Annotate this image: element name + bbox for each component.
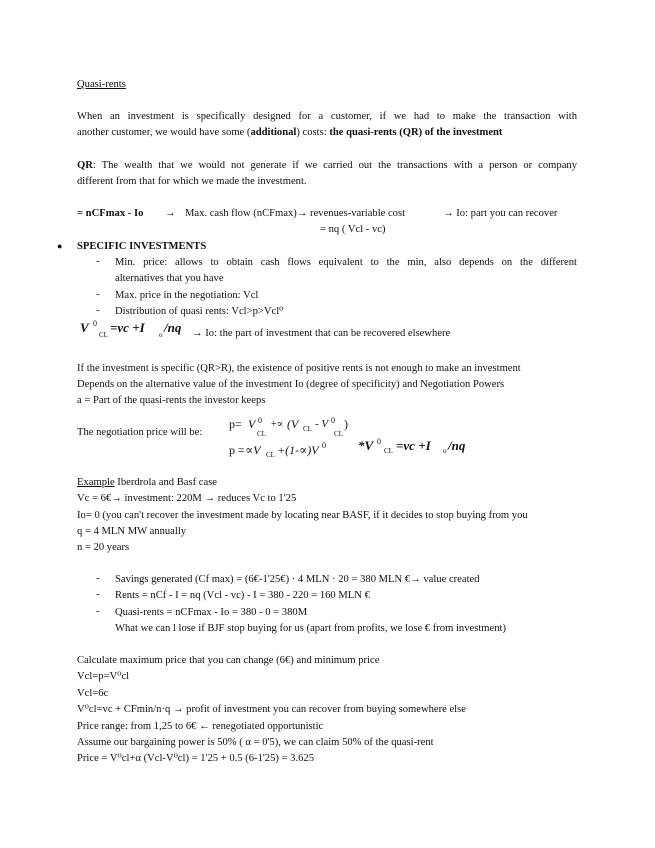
example-line-1: Vc = 6€→ investment: 220M → reduces Vc to 1'25: [77, 493, 297, 504]
bullet-icon: ●: [57, 241, 63, 251]
intro-line-2: another customer, we would have some (additional) costs: the quasi-rents (QR) of the investment: [77, 127, 503, 138]
io-formula-caption: → Io: the part of investment that can be recovered elsewhere: [192, 328, 451, 339]
list-item-quasi-rents-cont: What we can l lose if BJF stop buying for us (apart from profits, we lose € from investment): [115, 623, 507, 634]
list-item-savings: Savings generated (Cf max) = (6€-1'25€) · 4 MLN · 20 = 380 MLN €→ value created: [115, 574, 480, 585]
dash-marker: -: [96, 589, 100, 600]
final-line-1: Calculate maximum price that you can change (6€) and minimum price: [77, 655, 380, 666]
final-line-2: Vcl=p=V⁰cl: [77, 671, 130, 682]
final-line-7: Price = V⁰cl+α (Vcl-V⁰cl) = 1'25 + 0.5 (6-1'25) = 3.625: [77, 753, 315, 764]
final-line-5: Price range: from 1,25 to 6€ ← renegotiated opportunistic: [77, 721, 324, 732]
qr-definition-line-2: different from that for which we made the investment.: [77, 176, 307, 187]
example-line-4: n = 20 years: [77, 542, 130, 553]
specific-para-line-3: a = Part of the quasi-rents the investor keeps: [77, 395, 266, 406]
list-item-distribution: Distribution of quasi rents: Vcl>p>Vcl⁰: [115, 306, 284, 317]
specific-para-line-1: If the investment is specific (QR>R), the existence of positive rents is not enough to make an investment: [77, 363, 521, 374]
qr-formula: = nCFmax - Io: [77, 208, 144, 219]
nq-formula: = nq ( Vcl - vc): [320, 224, 386, 235]
specific-investments-heading: SPECIFIC INVESTMENTS: [77, 241, 207, 252]
dash-marker: -: [96, 573, 100, 584]
formula-arrow: →: [165, 208, 176, 219]
qr-definition-line-1: QR: The wealth that we would not generate if we carried out the transactions with a person or company: [77, 160, 577, 171]
list-item-max-price: Max. price in the negotiation: Vcl: [115, 290, 259, 301]
specific-para-line-2: Depends on the alternative value of the investment Io (degree of specificity) and Negotiation Powers: [77, 379, 505, 390]
negotiation-label: The negotiation price will be:: [77, 427, 203, 438]
dash-marker: -: [96, 256, 100, 267]
intro-line-1: When an investment is specifically designed for a customer, if we had to make the transaction with: [77, 111, 577, 122]
example-line-3: q = 4 MLN MW annually: [77, 526, 187, 537]
dash-marker: -: [96, 305, 100, 316]
example-title: Example Iberdrola and Basf case: [77, 477, 218, 488]
max-cash-flow-text: Max. cash flow (nCFmax)→ revenues-variable cost: [185, 208, 406, 219]
example-line-2: Io= 0 (you can't recover the investment made by locating near BASF, if it decides to stop buying from you: [77, 510, 528, 521]
dash-marker: -: [96, 606, 100, 617]
dash-marker: -: [96, 289, 100, 300]
list-item-quasi-rents: Quasi-rents = nCFmax - Io = 380 - 0 = 380M: [115, 607, 308, 618]
final-line-3: Vcl=6c: [77, 688, 109, 699]
section-title: Quasi-rents: [77, 79, 126, 90]
list-item-min-price: Min. price: allows to obtain cash flows equivalent to the min, also depends on the different: [115, 257, 577, 268]
final-line-6: Assume our bargaining power is 50% ( α = 0'5), we can claim 50% of the quasi-rent: [77, 737, 434, 748]
document-page: Quasi-rents When an investment is specifically designed for a customer, if we had to make the transaction with another customer, we would have some (additional) costs: the quasi-rents (QR) of the investment QR: The wealth that we would not generate if we carried out the transactions with a person or company different from that for which we made the investment. = nCFmax - Io → Max. cash flow (nCFmax)→ revenues-variable cost → Io: part you can recover = nq ( Vcl - vc) ● SPECIFIC INVESTMENTS - Min. price: allows to obtain cash flows equivalent to the min, also depends on the different alternatives that you have - Max. price in the negotiation: Vcl - Distribution of quasi rents: Vcl>p>Vcl⁰ V 0 CL =vc +I o /nq → Io: the part of investment that can be recovered elsewhere If the investment is specific (QR>R), the existence of positive rents is not enough to make an investment Depends on the alternative value of the investment Io (degree of specificity) and Negotiation Powers a = Part of the quasi-rents the investor keeps The negotiation price will be: p= V 0 CL +∝ (V CL - V 0 CL ) p =∝V CL +(1-∝)V 0 *V 0 CL =vc +I o /nq Example Iberdrola and Basf case Vc = 6€→ investment: 220M → reduces Vc to 1'25 Io= 0 (you can't recover the investment made by locating near BASF, if it decides to stop buying from you q = 4 MLN MW annually n = 20 years - Savings generated (Cf max) = (6€-1'25€) · 4 MLN · 20 = 380 MLN €→ value created - Rents = nCf - I = nq (Vcl - vc) - I = 380 - 220 = 160 MLN € - Quasi-rents = nCFmax - Io = 380 - 0 = 380M What we can l lose if BJF stop buying for us (apart from profits, we lose € from investment) Calculate maximum price that you can change (6€) and minimum price Vcl=p=V⁰cl Vcl=6c V⁰cl=vc + CFmin/n·q → profit of investment you can recover from buying somewhere else Price range: from 1,25 to 6€ ← renegotiated opportunistic Assume our bargaining power is 50% ( α = 0'5), we can claim 50% of the quasi-rent Price = V⁰cl+α (Vcl-V⁰cl) = 1'25 + 0.5 (6-1'25) = 3.625: [57, 79, 577, 764]
list-item-min-price-cont: alternatives that you have: [115, 273, 224, 284]
list-item-rents: Rents = nCf - I = nq (Vcl - vc) - I = 380 - 220 = 160 MLN €: [115, 590, 370, 601]
io-recover-text: → Io: part you can recover: [443, 208, 558, 219]
final-line-4: V⁰cl=vc + CFmin/n·q → profit of investment you can recover from buying somewhere else: [77, 704, 466, 715]
